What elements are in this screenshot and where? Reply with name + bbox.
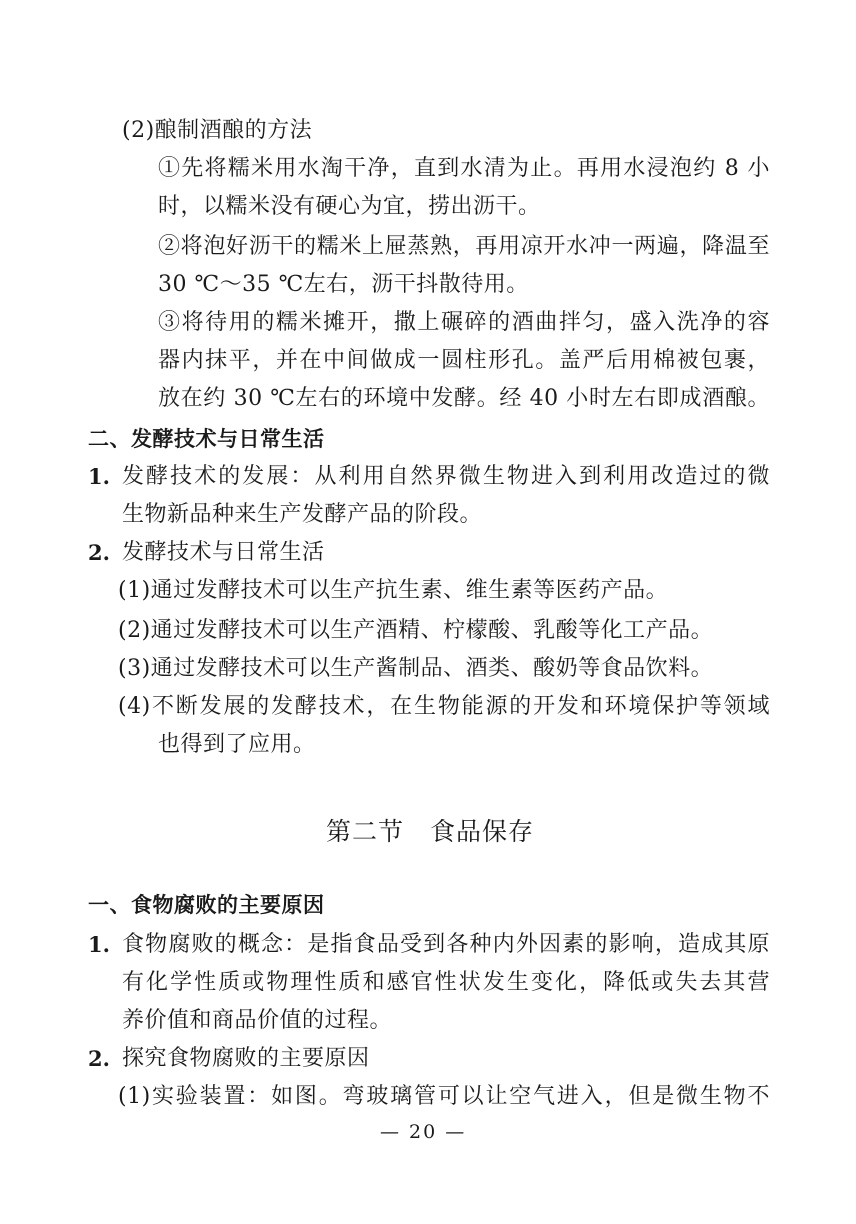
spoilage-explore-title: 探究食物腐败的主要原因: [122, 1046, 370, 1071]
chapter-title: 第二节 食品保存: [326, 817, 535, 846]
spoilage-concept-line3: 养价值和商品价值的过程。: [122, 1008, 393, 1033]
fermentation-life-sub4-line1: (4)不断发展的发酵技术，在生物能源的开发和环境保护等领域: [118, 694, 770, 719]
fermentation-life-title: 发酵技术与日常生活: [122, 540, 325, 565]
item-number: 2.: [88, 1046, 110, 1071]
fermentation-development-line1: 发酵技术的发展：从利用自然界微生物进入到利用改造过的微: [122, 464, 770, 489]
spoilage-concept-line1: 食物腐败的概念：是指食品受到各种内外因素的影响，造成其原: [122, 932, 770, 957]
method-step3-line2: 器内抹平，并在中间做成一圆柱形孔。盖严后用棉被包裹，: [158, 348, 770, 373]
method-step1-line2: 时，以糯米没有硬心为宜，捞出沥干。: [158, 194, 541, 219]
item-number: 2.: [88, 540, 110, 565]
method-step3-line1: ③将待用的糯米摊开，撒上碾碎的酒曲拌匀，盛入洗净的容: [158, 310, 770, 335]
section-heading-food-spoilage: 一、食物腐败的主要原因: [88, 893, 325, 917]
method-step2-line2: 30 ℃～35 ℃左右，沥干抖散待用。: [158, 272, 529, 297]
fermentation-life-sub1: (1)通过发酵技术可以生产抗生素、维生素等医药产品。: [118, 578, 669, 603]
fermentation-development-line2: 生物新品种来生产发酵产品的阶段。: [122, 502, 483, 527]
spoilage-explore-sub1: (1)实验装置：如图。弯玻璃管可以让空气进入，但是微生物不: [118, 1084, 770, 1109]
section-heading-fermentation-life: 二、发酵技术与日常生活: [88, 427, 325, 451]
fermentation-life-sub3: (3)通过发酵技术可以生产酱制品、酒类、酸奶等食品饮料。: [118, 656, 714, 681]
method-step2-line1: ②将泡好沥干的糯米上屉蒸熟，再用凉开水冲一两遍，降温至: [158, 234, 770, 259]
fermentation-life-sub2: (2)通过发酵技术可以生产酒精、柠檬酸、乳酸等化工产品。: [118, 618, 714, 643]
item-number: 1.: [88, 464, 110, 489]
item-number: 1.: [88, 932, 110, 957]
spoilage-concept-line2: 有化学性质或物理性质和感官性状发生变化，降低或失去其营: [122, 970, 770, 995]
page-number: — 20 —: [380, 1121, 467, 1143]
method-heading: (2)酿制酒酿的方法: [122, 118, 313, 143]
method-step1-line1: ①先将糯米用水淘干净，直到水清为止。再用水浸泡约 8 小: [158, 156, 770, 181]
method-step3-line3: 放在约 30 ℃左右的环境中发酵。经 40 小时左右即成酒酿。: [158, 386, 770, 411]
fermentation-life-sub4-line2: 也得到了应用。: [158, 732, 316, 757]
